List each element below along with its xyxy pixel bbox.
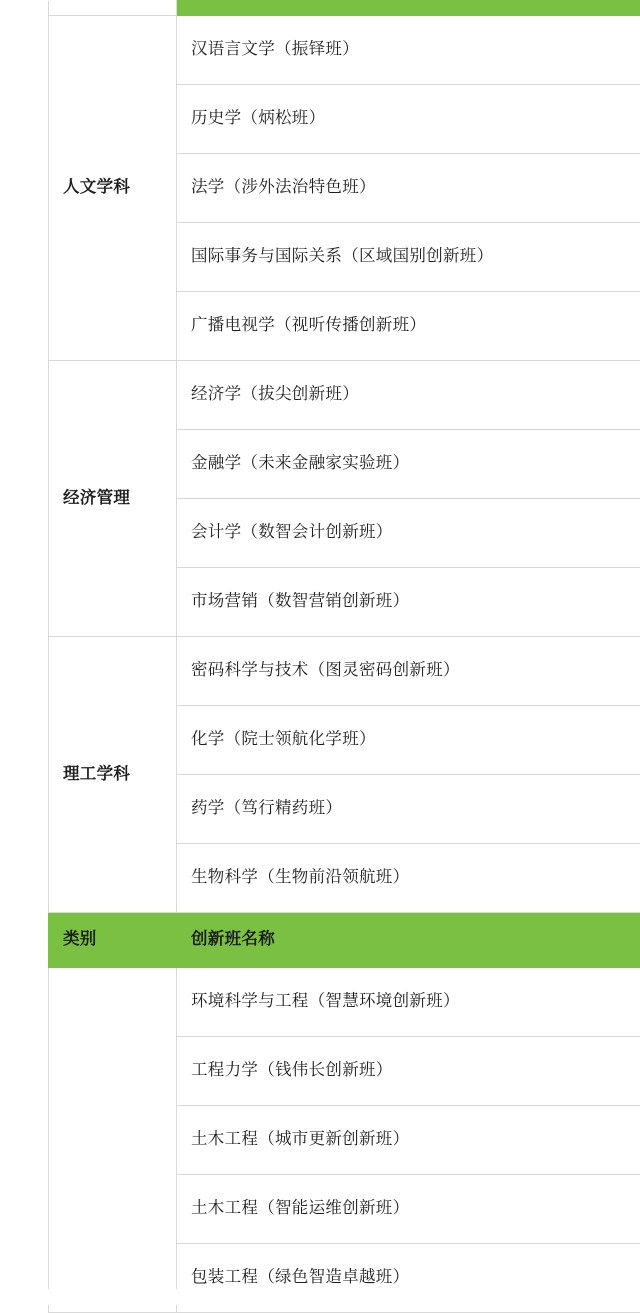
strip-accent: [177, 1, 640, 16]
program-cell: 广播电视学（视听传播创新班）: [177, 292, 640, 361]
program-cell: 化学（院士领航化学班）: [177, 706, 640, 775]
program-cell: 密码科学与技术（图灵密码创新班）: [177, 637, 640, 706]
category-cell-science-engineering: 理工学科: [49, 637, 177, 913]
innovation-class-table: [48, 0, 640, 1313]
table-row: [49, 361, 640, 430]
program-cell: 金融学（未来金融家实验班）: [177, 430, 640, 499]
table-row: [49, 16, 640, 85]
header-name: 创新班名称: [177, 913, 640, 968]
program-cell: 经济学（拔尖创新班）: [177, 361, 640, 430]
top-accent-strip: [49, 1, 640, 16]
program-cell: 包装工程（绿色智造卓越班）: [177, 1244, 640, 1313]
program-cell: 法学（涉外法治特色班）: [177, 154, 640, 223]
program-cell: 工程力学（钱伟长创新班）: [177, 1037, 640, 1106]
strip-left-blank: [49, 1, 177, 16]
program-cell: 汉语言文学（振铎班）: [177, 16, 640, 85]
category-cell-humanities: 人文学科: [49, 16, 177, 361]
program-cell: 土木工程（城市更新创新班）: [177, 1106, 640, 1175]
table-row: [49, 637, 640, 706]
header-category: 类别: [49, 913, 177, 968]
table-row: [49, 968, 640, 1037]
program-cell: 国际事务与国际关系（区域国别创新班）: [177, 223, 640, 292]
category-cell-economics: 经济管理: [49, 361, 177, 637]
program-cell: 会计学（数智会计创新班）: [177, 499, 640, 568]
program-cell: 历史学（炳松班）: [177, 85, 640, 154]
program-cell: 市场营销（数智营销创新班）: [177, 568, 640, 637]
page-bottom-fade: [0, 1289, 640, 1305]
table-header-row: [49, 913, 640, 968]
category-cell-continued: [49, 968, 177, 1313]
program-cell: 生物科学（生物前沿领航班）: [177, 844, 640, 913]
program-cell: 土木工程（智能运维创新班）: [177, 1175, 640, 1244]
program-cell: 药学（笃行精药班）: [177, 775, 640, 844]
program-cell: 环境科学与工程（智慧环境创新班）: [177, 968, 640, 1037]
